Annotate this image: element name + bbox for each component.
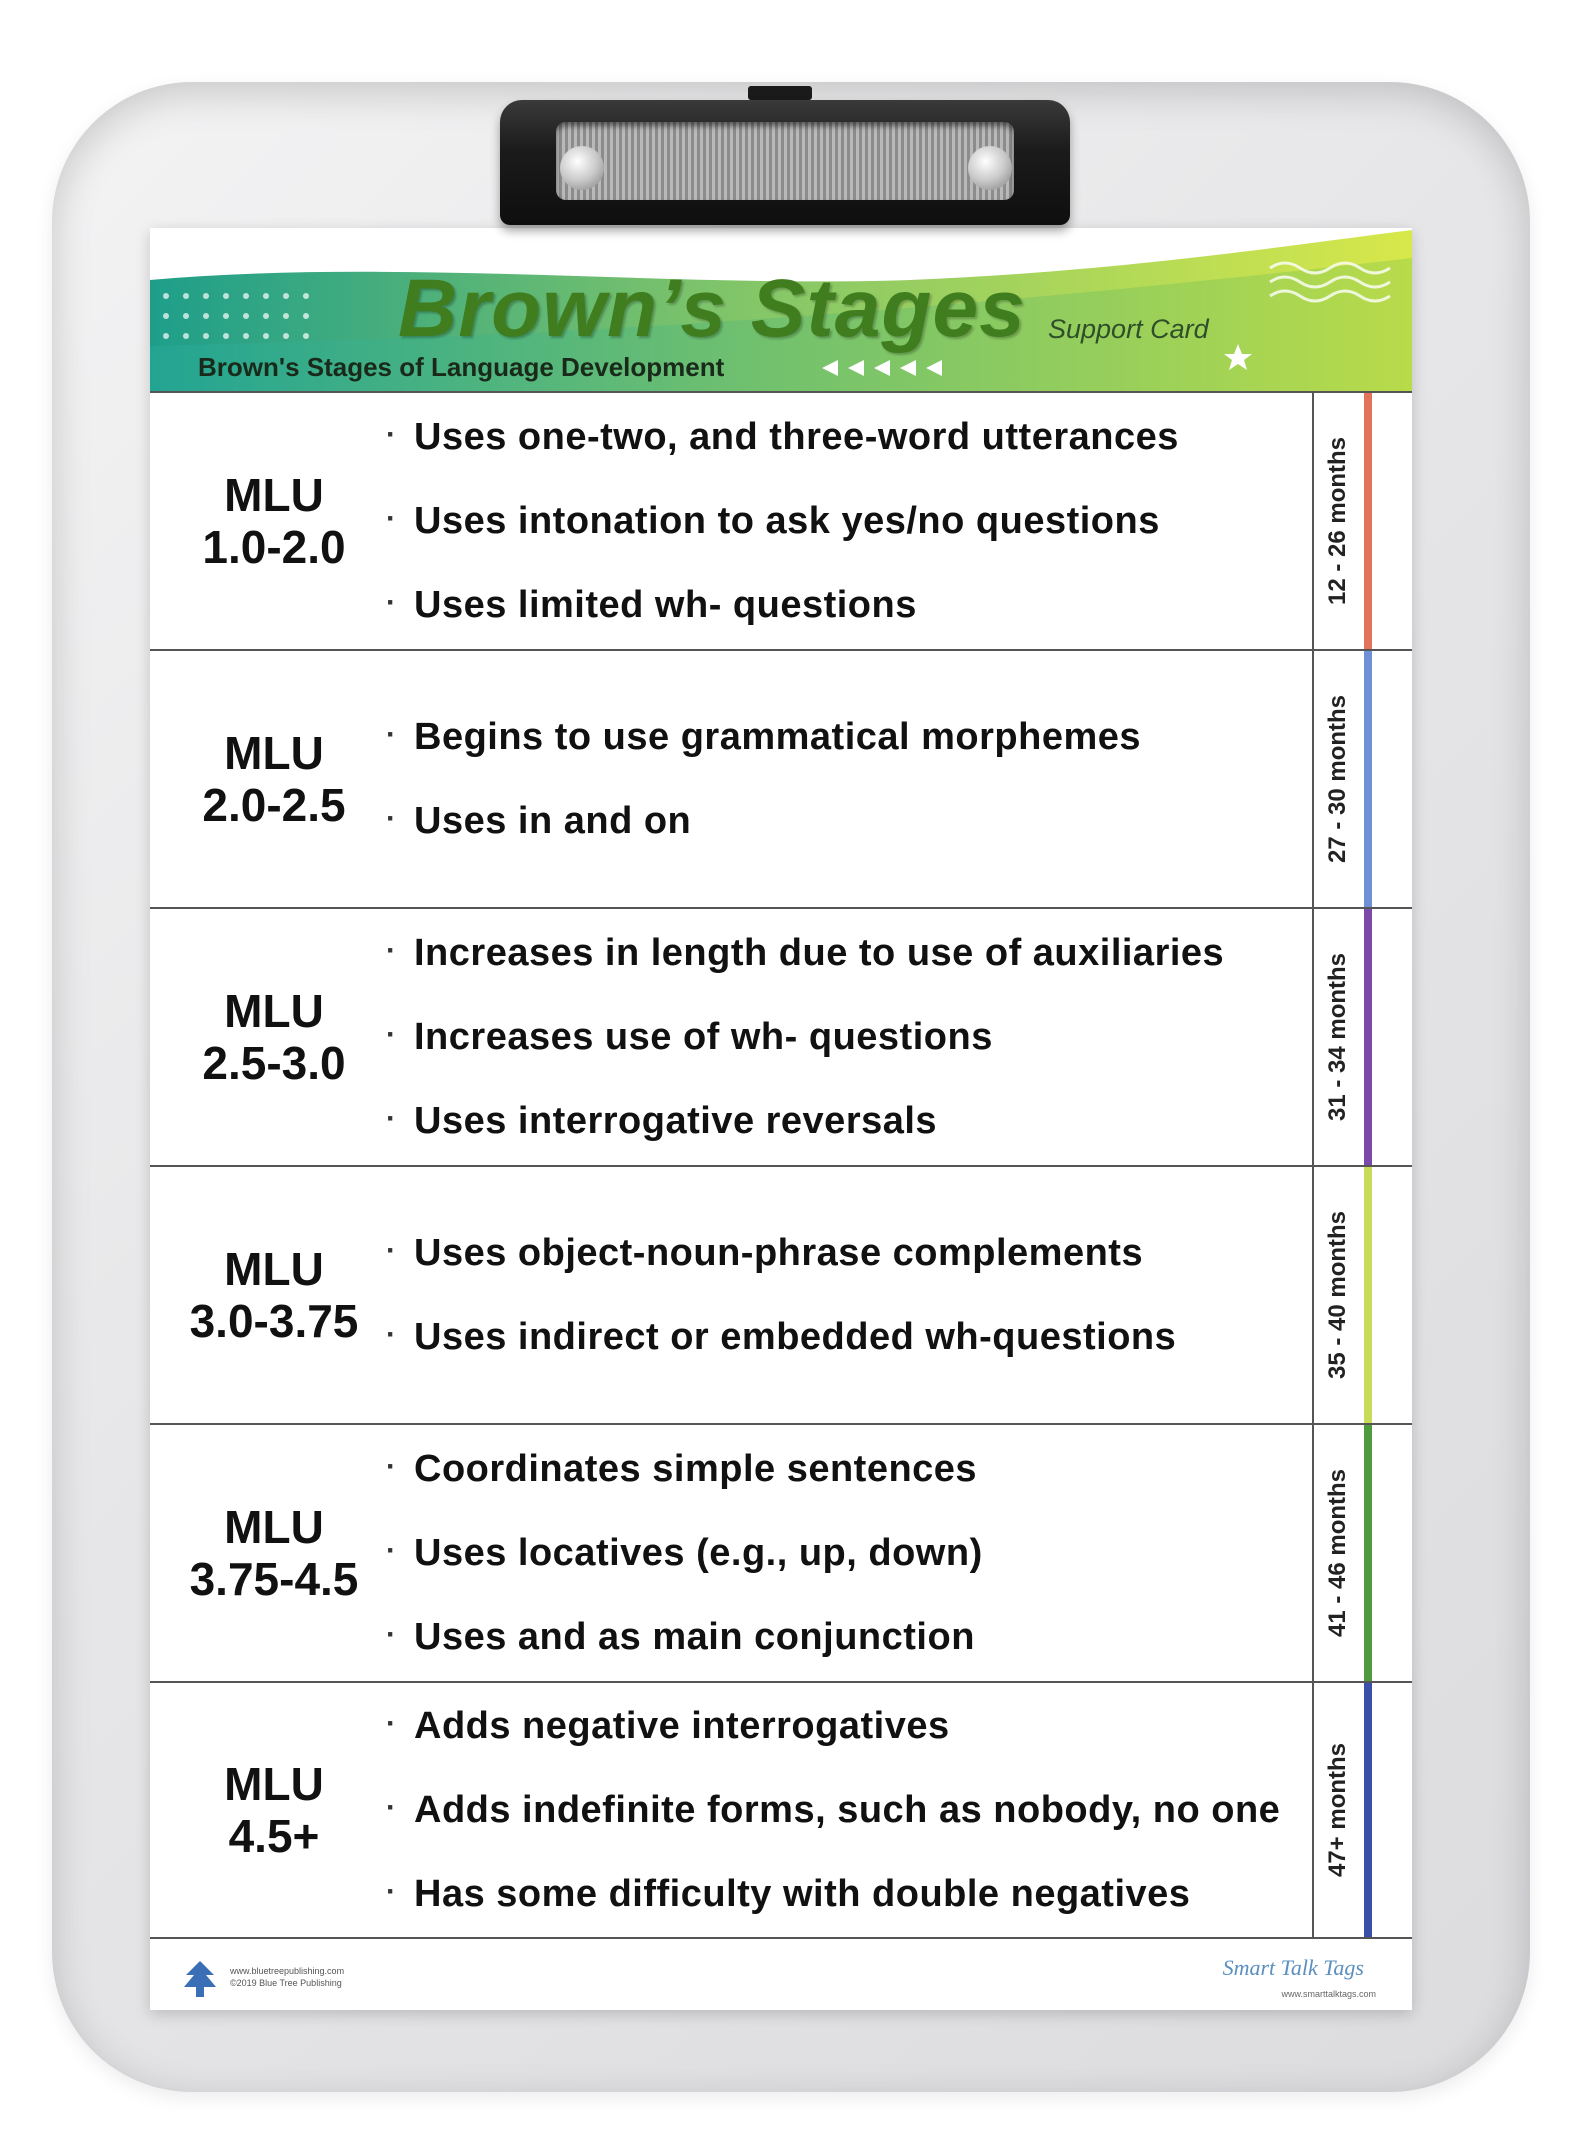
- mlu-label: [150, 1683, 398, 1937]
- stage-color-bar: [1364, 1425, 1372, 1681]
- milestone-text: Coordinates simple sentences: [414, 1448, 978, 1490]
- clipboard-clip: [500, 100, 1070, 225]
- milestone-item: · Increases use of wh- questions: [386, 1016, 993, 1058]
- clip-rivet-right: [968, 146, 1012, 190]
- milestone-item: · Uses limited wh- questions: [386, 584, 917, 626]
- mlu-heading: MLU: [224, 727, 324, 779]
- publisher-info: [230, 1965, 344, 1989]
- milestone-list: [380, 909, 1450, 1165]
- card-title: Brown’s Stages: [398, 263, 1026, 354]
- milestone-text: Uses indirect or embedded wh-questions: [414, 1316, 1177, 1358]
- stage-row: [150, 1165, 1412, 1423]
- milestone-item: · Adds indefinite forms, such as nobody, no one: [386, 1789, 1281, 1831]
- mlu-label: [150, 393, 398, 649]
- brand-url: www.smarttalktags.com: [1281, 1989, 1376, 1999]
- mlu-heading: MLU: [224, 985, 324, 1037]
- support-card-label: Support Card: [1048, 314, 1209, 344]
- stage-color-bar: [1364, 393, 1372, 649]
- mlu-range: 4.5+: [228, 1810, 320, 1862]
- milestone-text: Uses interrogative reversals: [414, 1100, 938, 1142]
- mlu-range: 3.75-4.5: [189, 1553, 359, 1605]
- tree-logo-icon: [180, 1959, 220, 1999]
- milestone-item: · Uses intonation to ask yes/no questions: [386, 500, 1160, 542]
- stage-row: [150, 907, 1412, 1165]
- mlu-heading: MLU: [224, 1758, 324, 1810]
- age-range-cell: [1312, 393, 1362, 649]
- age-range: 12 - 26 months: [1324, 436, 1352, 606]
- milestone-item: · Increases in length due to use of auxiliaries: [386, 932, 1225, 974]
- milestone-item: · Uses and as main conjunction: [386, 1616, 975, 1658]
- card-footer: [150, 1943, 1412, 2010]
- milestone-item: · Uses indirect or embedded wh-questions: [386, 1316, 1177, 1358]
- stage-color-bar: [1364, 651, 1372, 907]
- milestone-text: Uses one-two, and three-word utterances: [414, 416, 1179, 458]
- clip-rivet-left: [560, 146, 604, 190]
- age-range-cell: [1312, 909, 1362, 1165]
- age-range: 27 - 30 months: [1324, 694, 1352, 864]
- clip-grip: [556, 122, 1014, 200]
- milestone-item: · Coordinates simple sentences: [386, 1448, 978, 1490]
- mlu-label: [150, 1425, 398, 1681]
- brand-logo: Smart Talk Tags: [1222, 1955, 1364, 1980]
- mlu-label: [150, 651, 398, 907]
- milestone-text: Increases in length due to use of auxiliaries: [414, 932, 1225, 974]
- milestone-item: · Uses one-two, and three-word utterances: [386, 416, 1179, 458]
- stage-color-bar: [1364, 909, 1372, 1165]
- banner: [150, 228, 1412, 391]
- age-range: 41 - 46 months: [1324, 1468, 1352, 1638]
- publisher-site: www.bluetreepublishing.com: [230, 1966, 345, 1976]
- milestone-item: · Begins to use grammatical morphemes: [386, 716, 1142, 758]
- milestone-text: Has some difficulty with double negatives: [414, 1873, 1191, 1915]
- age-range: 31 - 34 months: [1324, 952, 1352, 1122]
- milestone-list: [380, 1167, 1450, 1423]
- mlu-label: [150, 1167, 398, 1423]
- milestone-text: Adds indefinite forms, such as nobody, no one: [414, 1789, 1281, 1831]
- milestone-text: Uses object-noun-phrase complements: [414, 1232, 1144, 1274]
- milestone-item: · Uses in and on: [386, 800, 692, 842]
- support-card: [150, 228, 1412, 2010]
- stage-row: [150, 649, 1412, 907]
- milestone-item: · Uses object-noun-phrase complements: [386, 1232, 1144, 1274]
- clip-knob: [748, 86, 812, 100]
- milestone-list: [380, 1683, 1450, 1937]
- mlu-heading: MLU: [224, 1501, 324, 1553]
- milestone-list: [380, 393, 1450, 649]
- milestone-list: [380, 1425, 1450, 1681]
- mlu-range: 1.0-2.0: [202, 521, 346, 573]
- milestone-list: [380, 651, 1450, 907]
- mlu-range: 3.0-3.75: [189, 1295, 359, 1347]
- mlu-heading: MLU: [224, 1243, 324, 1295]
- milestone-item: · Uses interrogative reversals: [386, 1100, 938, 1142]
- age-range: 35 - 40 months: [1324, 1210, 1352, 1380]
- milestone-text: Uses and as main conjunction: [414, 1616, 975, 1658]
- mlu-range: 2.0-2.5: [202, 779, 346, 831]
- stages-table: [150, 391, 1412, 1939]
- milestone-item: · Uses locatives (e.g., up, down): [386, 1532, 983, 1574]
- mlu-range: 2.5-3.0: [202, 1037, 346, 1089]
- age-range-cell: [1312, 1425, 1362, 1681]
- milestone-text: Increases use of wh- questions: [414, 1016, 993, 1058]
- milestone-text: Begins to use grammatical morphemes: [414, 716, 1142, 758]
- publisher-copyright: ©2019 Blue Tree Publishing: [230, 1978, 342, 1988]
- milestone-text: Uses in and on: [414, 800, 692, 842]
- age-range-cell: [1312, 1167, 1362, 1423]
- milestone-text: Uses intonation to ask yes/no questions: [414, 500, 1160, 542]
- stage-row: [150, 391, 1412, 649]
- age-range-cell: [1312, 651, 1362, 907]
- milestone-item: · Adds negative interrogatives: [386, 1705, 950, 1747]
- age-range-cell: [1312, 1683, 1362, 1937]
- stage-color-bar: [1364, 1683, 1372, 1937]
- stage-row: [150, 1423, 1412, 1681]
- milestone-text: Uses locatives (e.g., up, down): [414, 1532, 983, 1574]
- milestone-text: Uses limited wh- questions: [414, 584, 917, 626]
- mlu-label: [150, 909, 398, 1165]
- stage-row: [150, 1681, 1412, 1939]
- stage-color-bar: [1364, 1167, 1372, 1423]
- card-subtitle: Brown's Stages of Language Development: [198, 352, 725, 382]
- milestone-text: Adds negative interrogatives: [414, 1705, 950, 1747]
- age-range: 47+ months: [1324, 1742, 1352, 1878]
- milestone-item: · Has some difficulty with double negatives: [386, 1873, 1191, 1915]
- mlu-heading: MLU: [224, 469, 324, 521]
